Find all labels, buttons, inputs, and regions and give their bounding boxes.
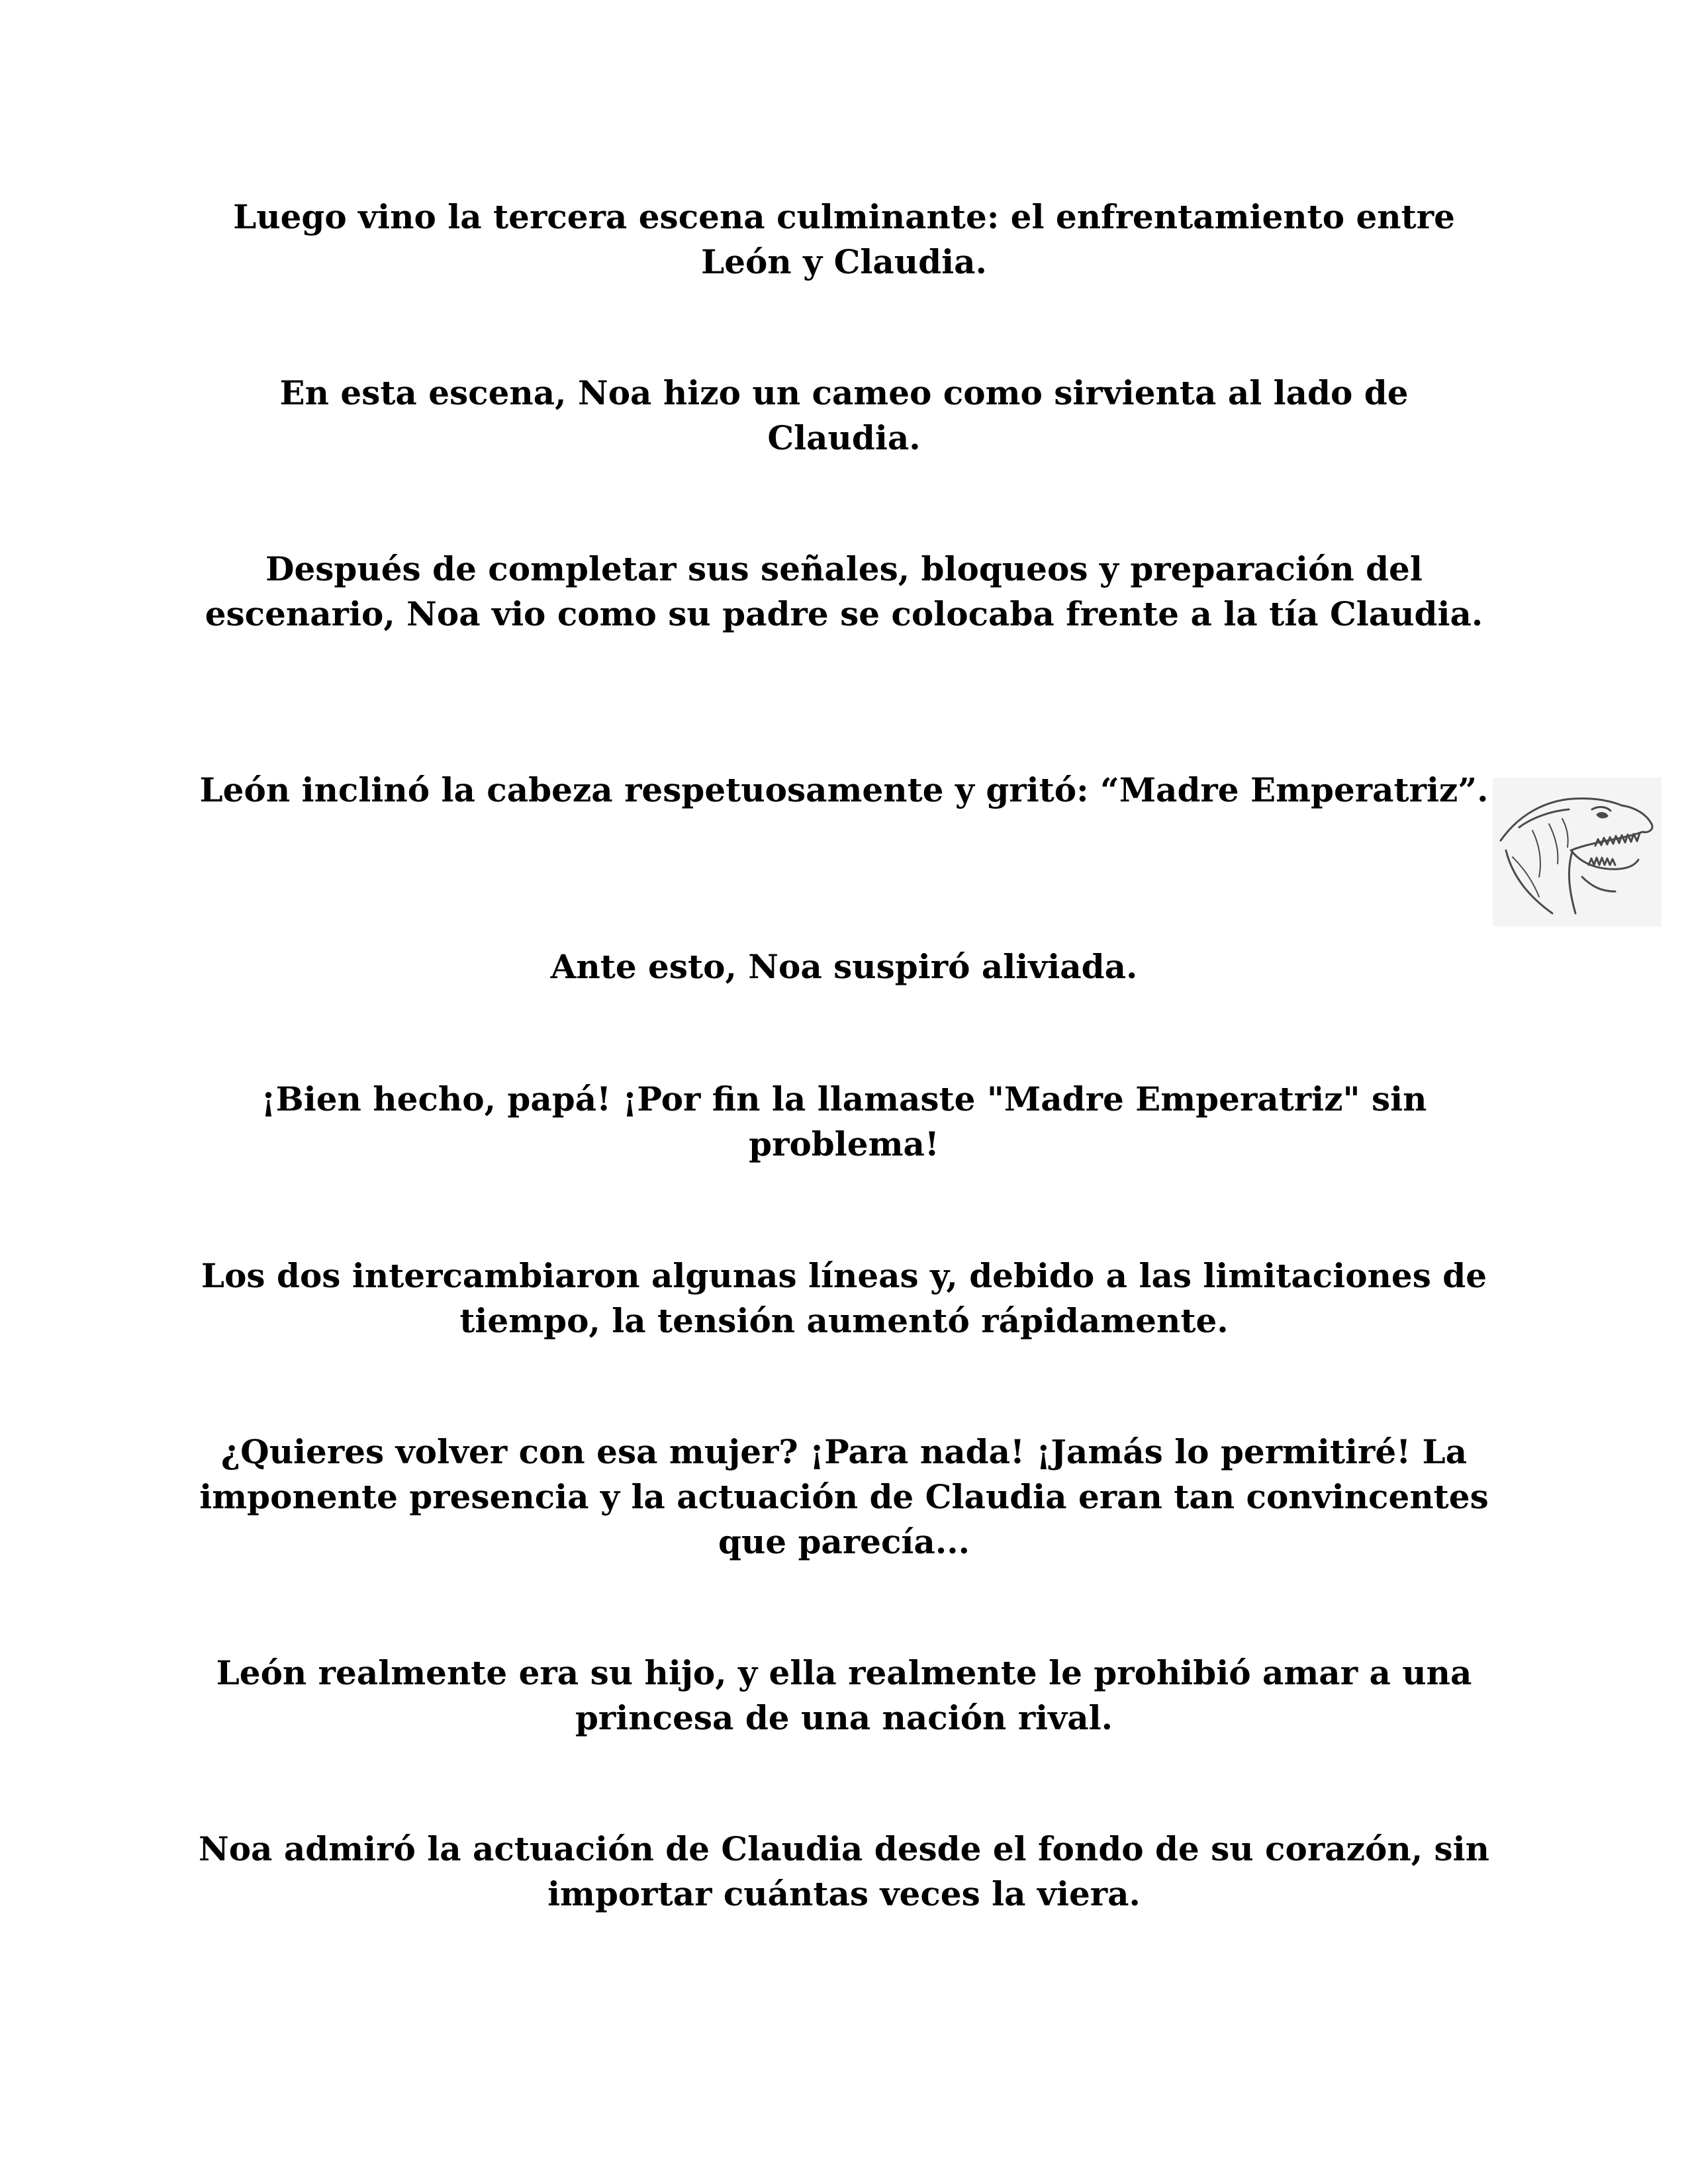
paragraph-1: Luego vino la tercera escena culminante: el enfrentamiento entre León y Claudia. xyxy=(233,197,1455,281)
paragraph-8: ¿Quieres volver con esa mujer? ¡Para nada! ¡Jamás lo permitiré! La imponente presencia y la actuación de Claudia eran tan convincentes que parecía... xyxy=(199,1432,1489,1561)
paragraph-9: León realmente era su hijo, y ella realmente le prohibió amar a una princesa de una nación rival. xyxy=(216,1653,1472,1737)
paragraph-10: Noa admiró la actuación de Claudia desde el fondo de su corazón, sin importar cuántas veces la viera. xyxy=(199,1829,1489,1913)
paragraph-4: León inclinó la cabeza respetuosamente y gritó: “Madre Emperatriz”. xyxy=(199,770,1489,809)
dinosaur-head-sketch-icon xyxy=(1493,778,1662,927)
paragraph-5: Ante esto, Noa suspiró aliviada. xyxy=(550,947,1138,986)
paragraph-6: ¡Bien hecho, papá! ¡Por fin la llamaste "Madre Emperatriz" sin problema! xyxy=(261,1079,1427,1163)
paragraph-2: En esta escena, Noa hizo un cameo como sirvienta al lado de Claudia. xyxy=(279,373,1409,457)
paragraph-7: Los dos intercambiaron algunas líneas y, debido a las limitaciones de tiempo, la tensión aumentó rápidamente. xyxy=(201,1256,1487,1340)
paragraph-3: Después de completar sus señales, bloqueos y preparación del escenario, Noa vio como su padre se colocaba frente a la tía Claudia. xyxy=(205,549,1483,633)
